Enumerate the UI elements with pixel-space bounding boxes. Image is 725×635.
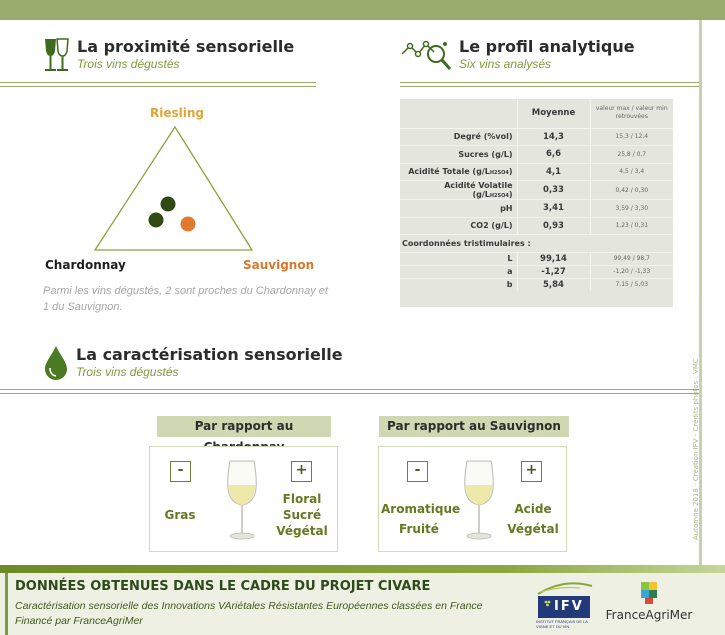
section-caracterisation-header (76, 345, 343, 379)
section-title: Le profil analytique (459, 37, 635, 56)
minus-attributes: Aromatique Fruité (381, 502, 461, 536)
ifv-logo (534, 580, 596, 632)
footer-bar (0, 565, 725, 573)
triangle-label-chardonnay: Chardonnay (45, 258, 126, 272)
table-row: a -1,27 -1,20 / -1,33 (400, 265, 673, 278)
triangle-note: Parmi les vins dégustés, 2 sont proches du Chardonnay et 1 du Sauvignon. (43, 285, 328, 313)
wine-dot-1 (161, 197, 176, 212)
footer-line-2: Financé par FranceAgriMer (15, 615, 143, 627)
plus-attributes: Acide Végétal (507, 502, 559, 536)
drop-icon (43, 345, 69, 381)
plus-icon: + (291, 461, 312, 482)
comparison-chardonnay-title: Par rapport au (157, 416, 331, 437)
minus-icon: - (407, 461, 428, 482)
section-profil-header (459, 37, 635, 71)
section-divider (0, 389, 699, 394)
table-row: L 99,14 99,49 / 98,7 (400, 252, 673, 265)
comparison-sauvignon-panel (378, 446, 567, 552)
wine-dot-3 (181, 217, 196, 232)
proximity-triangle (90, 124, 260, 254)
table-row: CO2 (g/L) 0,93 1,23 / 0,31 (400, 217, 673, 235)
triangle-outline (95, 127, 252, 250)
section-subtitle: Trois vins dégustés (76, 365, 179, 379)
footer-title: DONNÉES OBTENUES DANS LE CADRE DU PROJET CIVARE (15, 579, 431, 594)
table-row: Degré (%vol) 14,3 15,3 / 12,4 (400, 128, 673, 146)
ifv-logo-text: IFV (554, 599, 584, 614)
wine-dot-2 (149, 213, 164, 228)
table-row: b 5,84 7,15 / 5,03 (400, 278, 673, 291)
top-band (0, 0, 725, 20)
header-moyenne: Moyenne (517, 99, 590, 128)
analytical-table (400, 99, 673, 307)
minus-attributes: Gras (164, 508, 196, 522)
section-proximite-header (77, 37, 294, 71)
header-minmax: valeur max / valeur min retrouvées (590, 99, 673, 128)
table-row: pH 3,41 3,59 / 3,30 (400, 200, 673, 218)
plus-icon: + (521, 461, 542, 482)
side-credit: Automne 2018 - Création IFV - Crédits photos : VMC (692, 358, 700, 540)
molecule-magnifier-icon (400, 38, 454, 72)
section-title: La caractérisation sensorielle (76, 345, 343, 364)
section-subtitle: Six vins analysés (459, 57, 552, 71)
section-divider (0, 82, 316, 87)
plus-attributes: Floral Sucré Végétal (276, 492, 328, 538)
section-title: La proximité sensorielle (77, 37, 295, 56)
wine-glasses-icon (42, 37, 72, 75)
comparison-sauvignon-title: Par rapport au Sauvignon (379, 416, 569, 437)
section-divider (400, 82, 699, 87)
footer-line-1: Caractérisation sensorielle des Innovations VAriétales Résistantes Européennes classées en France (15, 600, 483, 612)
franceagrimer-logo-icon (639, 580, 661, 606)
wine-glass-icon (224, 459, 260, 541)
table-row: Acidité Volatile (g/LH2SO4) 0,33 0,42 / 0,30 (400, 181, 673, 200)
triangle-label-riesling: Riesling (150, 106, 204, 120)
franceagrimer-logo (605, 580, 693, 626)
footer-accent (5, 573, 8, 635)
franceagrimer-logo-text: FranceAgriMer (605, 608, 693, 622)
comparison-chardonnay-panel (149, 446, 338, 552)
wine-glass-icon (461, 459, 497, 541)
minus-icon: - (170, 461, 191, 482)
section-subtitle: Trois vins dégustés (77, 57, 180, 71)
table-row-coord: Coordonnées tristimulaires : (400, 235, 673, 253)
table-row: Sucres (g/L) 6,6 25,8 / 0,7 (400, 146, 673, 164)
table-row: Acidité Totale (g/LH2SO4) 4,1 4,5 / 3,4 (400, 163, 673, 181)
triangle-label-sauvignon: Sauvignon (243, 258, 315, 272)
ifv-tagline: INSTITUT FRANÇAIS DE LA VIGNE ET DU VIN (536, 619, 588, 629)
